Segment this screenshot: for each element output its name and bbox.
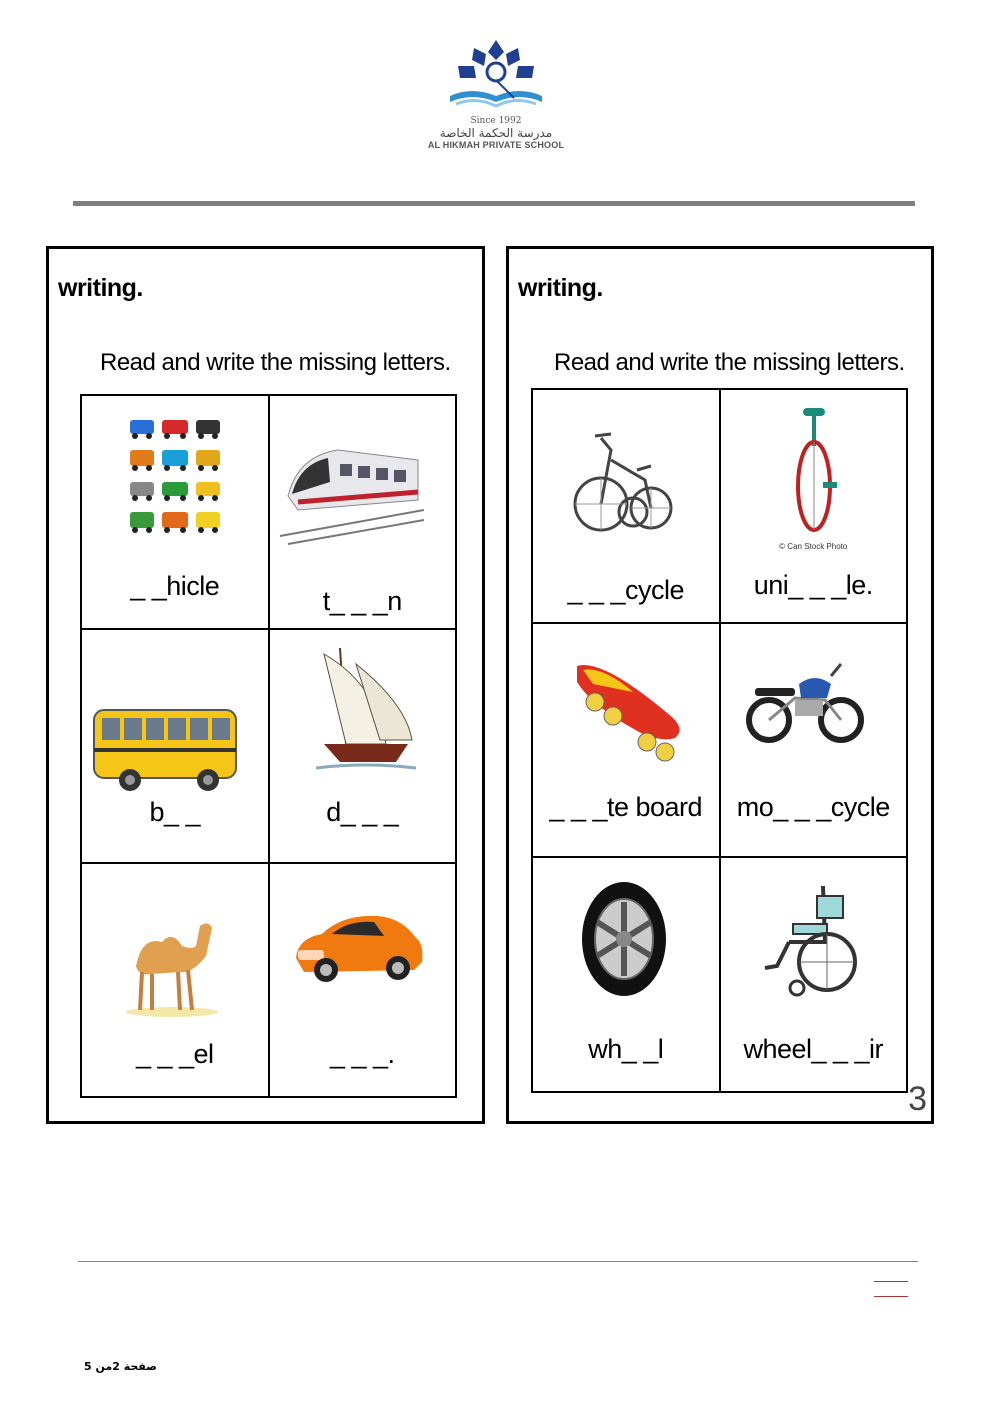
red-underline-mark xyxy=(874,1281,908,1282)
exercise-cell xyxy=(532,623,720,857)
exercise-word: wh_ _l xyxy=(588,1034,664,1064)
left-panel-instruction: Read and write the missing letters. xyxy=(100,349,451,376)
wheel-icon xyxy=(579,880,669,998)
exercise-word: _ _ _. xyxy=(329,1039,395,1069)
train-icon xyxy=(278,436,424,546)
skateboard-icon xyxy=(573,658,685,768)
exercise-word: wheel_ _ _ir xyxy=(743,1034,884,1064)
page-number: 3 xyxy=(908,1080,927,1118)
left-exercise-grid xyxy=(80,394,457,1098)
exercise-word: mo_ _ _cycle xyxy=(736,792,890,822)
motorcycle-icon xyxy=(745,658,865,754)
exercise-cell xyxy=(81,629,269,863)
exercise-word: b_ _ xyxy=(149,797,201,827)
right-panel-title: writing. xyxy=(518,274,603,302)
school-emblem-icon xyxy=(436,36,556,120)
tricycle-icon xyxy=(571,420,675,544)
exercise-cell xyxy=(81,863,269,1097)
exercise-cell xyxy=(269,395,457,629)
stock-photo-caption: © Can Stock Photo xyxy=(779,542,848,551)
exercise-cell xyxy=(269,863,457,1097)
exercise-cell xyxy=(720,857,908,1092)
car-icon xyxy=(292,908,426,988)
exercise-cell xyxy=(81,395,269,629)
exercise-word: _ _hicle xyxy=(130,571,220,601)
header-divider xyxy=(73,201,915,206)
right-exercise-grid xyxy=(531,388,908,1093)
logo-arabic-name: مدرسة الحكمة الخاصة xyxy=(439,126,553,140)
left-worksheet-panel xyxy=(46,246,485,1124)
camel-icon xyxy=(122,916,222,1020)
exercise-word: _ _ _te board xyxy=(549,792,703,822)
exercise-cell xyxy=(269,629,457,863)
unicycle-icon xyxy=(785,406,845,536)
exercise-cell xyxy=(720,623,908,857)
exercise-word: _ _ _el xyxy=(135,1039,214,1069)
school-logo xyxy=(420,36,572,154)
footer-page-label: صفحة 2من 5 xyxy=(84,1360,157,1373)
exercise-word: d_ _ _ xyxy=(326,797,399,827)
exercise-cell xyxy=(720,389,908,623)
left-panel-title: writing. xyxy=(58,274,143,302)
exercise-word: uni_ _ _le. xyxy=(753,570,873,600)
right-worksheet-panel xyxy=(506,246,934,1124)
exercise-cell xyxy=(532,389,720,623)
wheelchair-icon xyxy=(763,882,859,1002)
red-underline-mark xyxy=(874,1296,908,1297)
exercise-word: t_ _ _n xyxy=(322,586,402,616)
right-panel-instruction: Read and write the missing letters. xyxy=(554,349,905,376)
exercise-word: _ _ _cycle xyxy=(567,575,685,605)
dhow-boat-icon xyxy=(316,644,416,774)
exercise-cell xyxy=(532,857,720,1092)
logo-english-name: AL HIKMAH PRIVATE SCHOOL xyxy=(427,140,565,150)
footer-divider xyxy=(78,1261,918,1262)
toy-vehicles-icon xyxy=(126,414,226,534)
bus-icon xyxy=(90,704,240,794)
logo-since-text: Since 1992 xyxy=(470,116,522,126)
